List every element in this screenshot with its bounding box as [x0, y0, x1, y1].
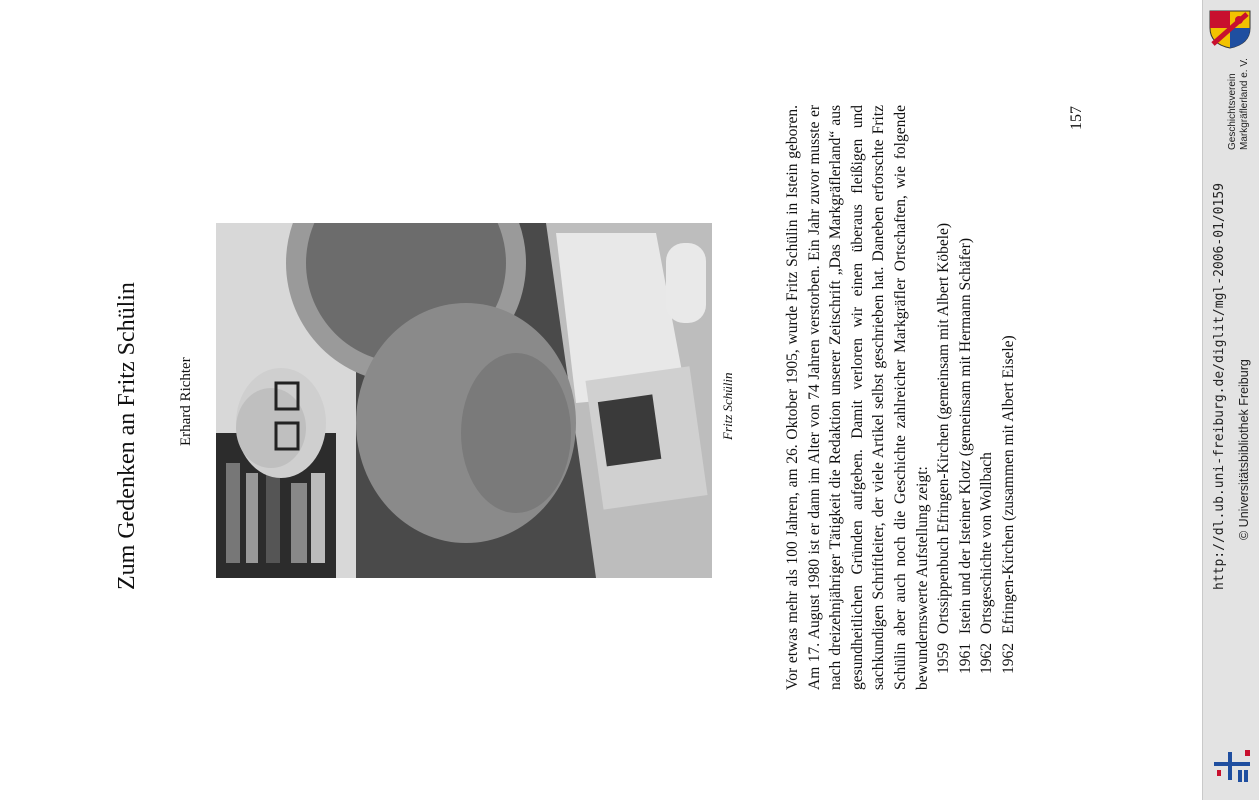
copyright-notice: © Universitätsbibliothek Freiburg — [1237, 359, 1251, 540]
article-title: Zum Gedenken an Fritz Schülin — [114, 282, 140, 590]
publication-title: Istein und der Isteiner Klotz (gemeinsam mit Hermann Schäfer) — [956, 238, 974, 634]
list-item — [998, 105, 1020, 690]
publication-year: 1962 — [978, 643, 996, 674]
permalink-url[interactable]: http://dl.ub.uni-freiburg.de/diglit/mgl-2006-01/0159 — [1212, 183, 1227, 590]
portrait-photo — [216, 223, 712, 578]
publication-list — [933, 105, 1019, 690]
article-paragraph: Vor etwas mehr als 100 Jahren, am 26. Oktober 1905, wurde Fritz Schülin in Istein geboren. Am 17. August 1980 ist er dann im Alter von 74 Jahren verstorben. Ein Jahr zuvor musste er nach dreizehnjähriger Tätigkeit die Redaktion unserer Zeitschrift „Das Markgräflerland“ aus gesundheitlichen Gründen aufgeben. Damit verloren wir einen überaus fleißigen und sachkundigen Schriftleiter, der viele Artikel selbst geschrieben hat. Daneben erforschte Fritz Schülin aber auch noch die Geschichte zahlreicher Markgräfler Ortschaften, wie folgende bewundernswerte Aufstellung zeigt: — [784, 105, 931, 690]
publication-year: 1962 — [999, 643, 1017, 674]
list-item — [933, 105, 955, 690]
publication-year: 1961 — [956, 643, 974, 674]
association-name-line2: Markgräflerland e. V. — [1239, 58, 1250, 150]
list-item — [955, 105, 977, 690]
ub-freiburg-logo-icon — [1211, 748, 1253, 784]
publication-year: 1959 — [935, 643, 953, 674]
publication-title: Ortsgeschichte von Wollbach — [978, 452, 996, 634]
list-item — [976, 105, 998, 690]
article-author: Erhard Richter — [178, 357, 194, 446]
photo-caption: Fritz Schülin — [720, 372, 735, 440]
page-number: 157 — [1068, 106, 1085, 130]
publication-title: Efringen-Kirchen (zusammen mit Albert Eisele) — [999, 335, 1017, 634]
article-body — [782, 105, 1042, 690]
publication-title: Ortssippenbuch Efringen-Kirchen (gemeinsam mit Albert Köbele) — [935, 222, 953, 634]
association-name-line1: Geschichtsverein — [1227, 73, 1238, 150]
